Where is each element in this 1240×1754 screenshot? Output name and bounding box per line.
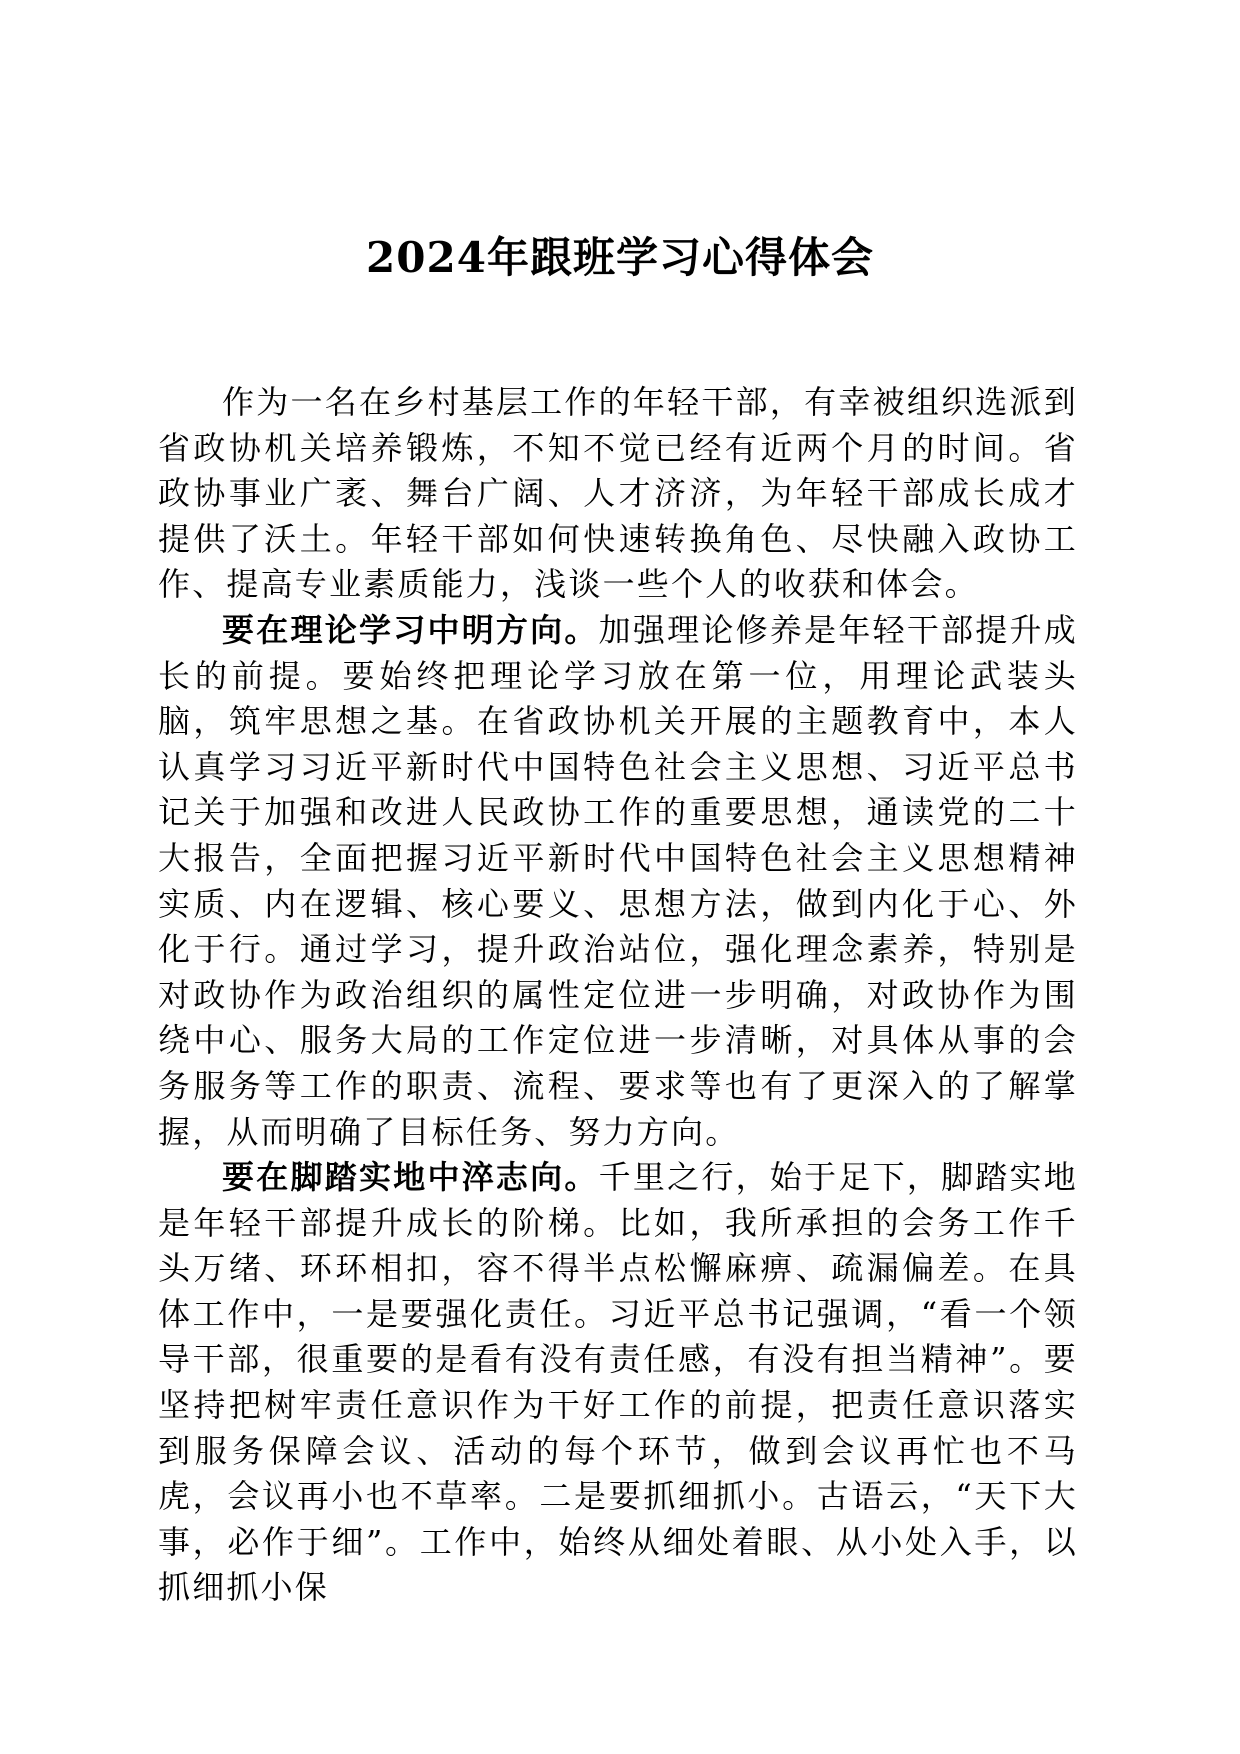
paragraph-heading: 要在脚踏实地中淬志向。 [222,1158,599,1197]
paragraph-intro [158,380,1078,608]
document-body [158,380,1078,1611]
paragraph-text: 作为一名在乡村基层工作的年轻干部，有幸被组织选派到省政协机关培养锻炼，不知不觉已经有近两个月的时间。省政协事业广袤、舞台广阔、人才济济，为年轻干部成长成才提供了沃土。年轻干部如何快速转换角色、尽快融入政协工作、提高专业素质能力，浅谈一些个人的收获和体会。 [158,383,1078,604]
paragraph-heading: 要在理论学习中明方向。 [222,610,599,649]
paragraph-text: 加强理论修养是年轻干部提升成长的前提。要始终把理论学习放在第一位，用理论武装头脑，筑牢思想之基。在省政协机关开展的主题教育中，本人认真学习习近平新时代中国特色社会主义思想、习近平总书记关于加强和改进人民政协工作的重要思想，通读党的二十大报告，全面把握习近平新时代中国特色社会主义思想精神实质、内在逻辑、核心要义、思想方法，做到内化于心、外化于行。通过学习，提升政治站位，强化理念素养，特别是对政协作为政治组织的属性定位进一步明确，对政协作为围绕中心、服务大局的工作定位进一步清晰，对具体从事的会务服务等工作的职责、流程、要求等也有了更深入的了解掌握，从而明确了目标任务、努力方向。 [158,610,1078,1151]
paragraph-theory-study [158,608,1078,1155]
paragraph-text: 千里之行，始于足下，脚踏实地是年轻干部提升成长的阶梯。比如，我所承担的会务工作千头万绪、环环相扣，容不得半点松懈麻痹、疏漏偏差。在具体工作中，一是要强化责任。习近平总书记强调，“看一个领导干部，很重要的是看有没有责任感，有没有担当精神”。要坚持把树牢责任意识作为干好工作的前提，把责任意识落实到服务保障会议、活动的每个环节，做到会议再忙也不马虎，会议再小也不草率。二是要抓细抓小。古语云，“天下大事，必作于细”。工作中，始终从细处着眼、从小处入手，以抓细抓小保 [158,1158,1078,1607]
document-title: 2024年跟班学习心得体会 [366,233,874,282]
paragraph-practical-work [158,1155,1078,1611]
